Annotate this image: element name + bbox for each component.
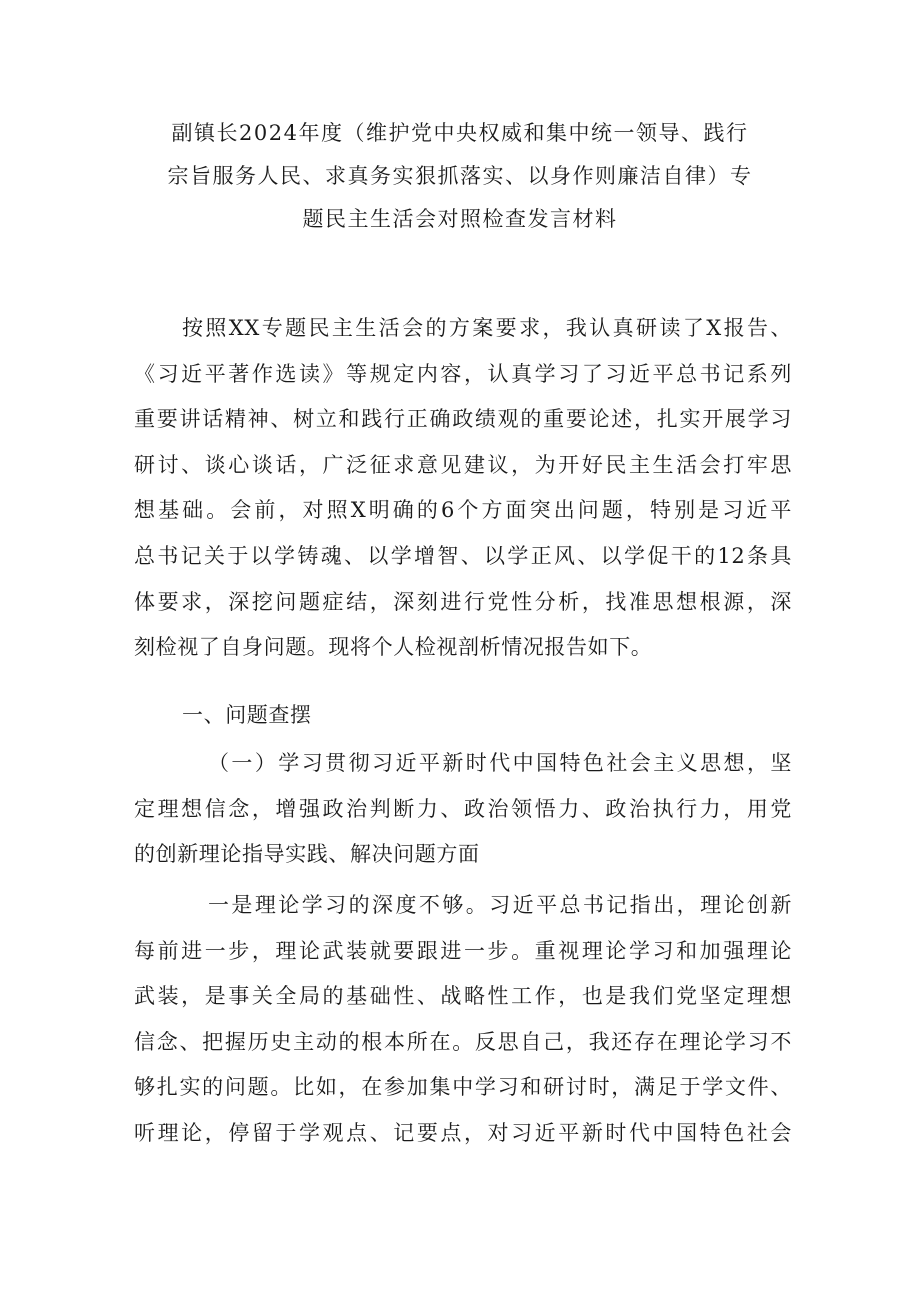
paragraph-line: 每前进一步，理论武装就要跟进一步。重视理论学习和加强理论 (134, 938, 792, 963)
section-heading (134, 693, 792, 739)
paragraph-line: 想基础。会前，对照X明确的6个方面突出问题，特别是习近平 (134, 498, 792, 523)
title-line: 题民主生活会对照检查发言材料 (302, 207, 618, 231)
title-line: 副镇长2024年度（维护党中央权威和集中统一领导、践行 (171, 121, 749, 145)
paragraph-line: 一是理论学习的深度不够。习近平总书记指出，理论创新 (208, 893, 792, 917)
point-paragraph (134, 883, 792, 1157)
paragraph-line: 够扎实的问题。比如，在参加集中学习和研讨时，满足于学文件、 (134, 1075, 792, 1100)
intro-paragraph (134, 306, 792, 671)
document-title (130, 112, 790, 241)
subsection-line: 定理想信念，增强政治判断力、政治领悟力、政治执行力，用党 (134, 796, 792, 821)
section-heading-text: 一、问题查摆 (182, 703, 312, 727)
paragraph-line: 刻检视了自身问题。现将个人检视剖析情况报告如下。 (134, 635, 653, 660)
paragraph-line: 研讨、谈心谈话，广泛征求意见建议，为开好民主生活会打牢思 (134, 452, 792, 477)
subsection-line: 的创新理论指导实践、解决问题方面 (134, 842, 480, 867)
subsection-line: （一）学习贯彻习近平新时代中国特色社会主义思想，坚 (208, 751, 792, 775)
paragraph-line: 总书记关于以学铸魂、以学增智、以学正风、以学促干的12条具 (134, 543, 792, 568)
paragraph-line: 按照XX专题民主生活会的方案要求，我认真研读了X报告、 (182, 316, 792, 340)
paragraph-line: 武装，是事关全局的基础性、战略性工作，也是我们党坚定理想 (134, 984, 792, 1009)
paragraph-line: 听理论，停留于学观点、记要点，对习近平新时代中国特色社会 (134, 1120, 792, 1145)
paragraph-line: 重要讲话精神、树立和践行正确政绩观的重要论述，扎实开展学习 (134, 407, 792, 432)
subsection-heading (134, 741, 792, 878)
paragraph-line: 信念、把握历史主动的根本所在。反思自己，我还存在理论学习不 (134, 1029, 792, 1054)
paragraph-line: 《习近平著作选读》等规定内容，认真学习了习近平总书记系列 (134, 361, 792, 386)
title-line: 宗旨服务人民、求真务实狠抓落实、以身作则廉洁自律）专 (167, 164, 753, 188)
paragraph-line: 体要求，深挖问题症结，深刻进行党性分析，找准思想根源，深 (134, 589, 792, 614)
